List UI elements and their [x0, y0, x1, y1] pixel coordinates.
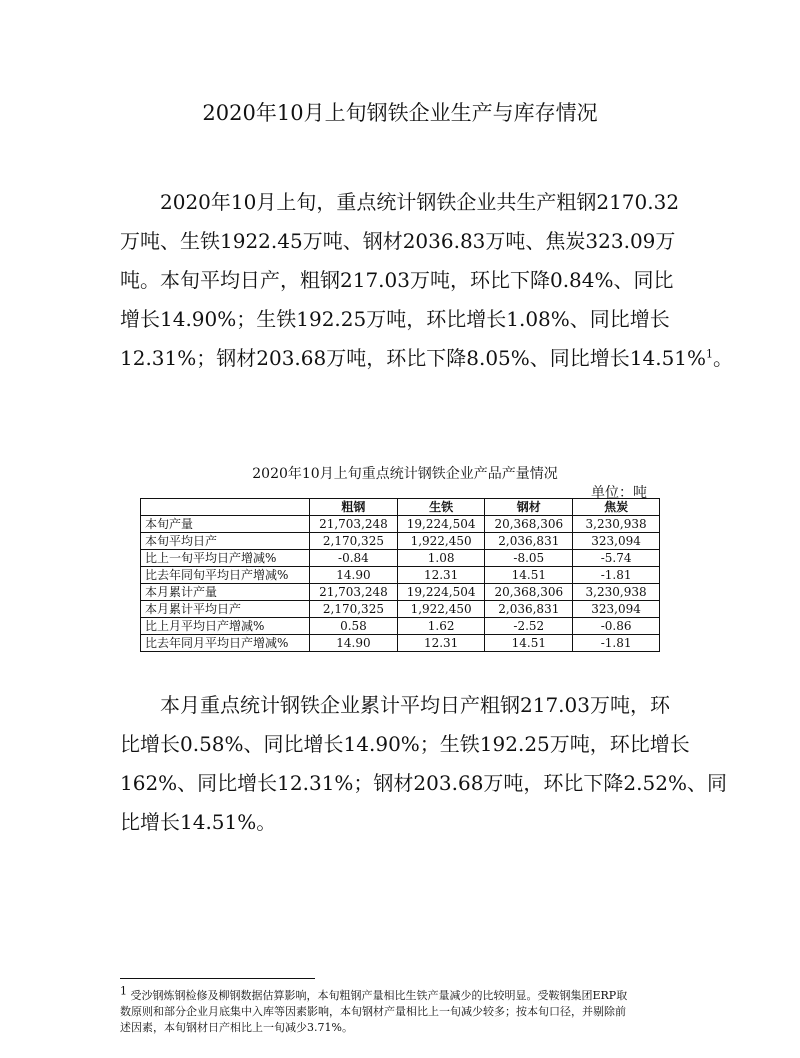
footnote-mark: 1 [120, 984, 127, 998]
header-pig-iron: 生铁 [397, 499, 485, 516]
paragraph-line: 吨。本旬平均日产，粗钢217.03万吨，环比下降0.84%、同比 [120, 268, 674, 292]
footnote [120, 984, 682, 1036]
paragraph-line: 本月重点统计钢铁企业累计平均日产粗钢217.03万吨，环 [160, 693, 670, 717]
header-coke: 焦炭 [573, 499, 660, 516]
table-cell: -1.81 [573, 635, 660, 652]
header-crude-steel: 粗钢 [310, 499, 398, 516]
table-cell: 12.31 [397, 567, 485, 584]
row-label: 比上一旬平均日产增减% [141, 550, 310, 567]
row-label: 本月累计产量 [141, 584, 310, 601]
table-cell: 323,094 [573, 533, 660, 550]
table-cell: -1.81 [573, 567, 660, 584]
table-unit: 单位：吨 [591, 485, 647, 501]
paragraph-monthly [120, 686, 727, 842]
row-label: 比上月平均日产增减% [141, 618, 310, 635]
paragraph-line: 比增长14.51%。 [120, 810, 277, 834]
footnote-line: 述因素，本旬钢材日产相比上一旬减少3.71%。 [120, 1021, 353, 1034]
footnote-line [120, 984, 682, 1004]
paragraph-line: 比增长0.58%、同比增长14.90%；生铁192.25万吨，环比增长 [120, 732, 690, 756]
paragraph-line: 162%、同比增长12.31%；钢材203.68万吨，环比下降2.52%、同 [120, 771, 727, 795]
table-cell: -0.86 [573, 618, 660, 635]
row-label: 本月累计平均日产 [141, 601, 310, 618]
row-label: 本旬平均日产 [141, 533, 310, 550]
footnote-line: 数原则和部分企业月底集中入库等因素影响，本旬钢材产量相比上一旬减少较多；按本旬口径，并剔除前 [120, 1005, 626, 1018]
table-title: 2020年10月上旬重点统计钢铁企业产品产量情况 [252, 466, 558, 482]
paragraph-line-end: 。 [713, 346, 734, 370]
table-header-row [141, 499, 660, 516]
table-cell: 2,036,831 [485, 601, 573, 618]
page-title: 2020年10月上旬钢铁企业生产与库存情况 [202, 101, 598, 125]
table-row [141, 533, 660, 550]
table-cell: 3,230,938 [573, 584, 660, 601]
production-table [140, 498, 660, 652]
table-cell: 14.51 [485, 635, 573, 652]
table-cell: 14.90 [310, 635, 398, 652]
footnote-divider [120, 978, 315, 979]
table-row [141, 516, 660, 533]
table-cell: 323,094 [573, 601, 660, 618]
table-cell: 20,368,306 [485, 584, 573, 601]
table-cell: 1.62 [397, 618, 485, 635]
table-cell: 19,224,504 [397, 516, 485, 533]
table-cell: -0.84 [310, 550, 398, 567]
row-label: 本旬产量 [141, 516, 310, 533]
row-label: 比去年同月平均日产增减% [141, 635, 310, 652]
paragraph-line: 2020年10月上旬，重点统计钢铁企业共生产粗钢2170.32 [160, 190, 680, 214]
paragraph-line [120, 339, 734, 378]
table-cell: 19,224,504 [397, 584, 485, 601]
table-row [141, 635, 660, 652]
table-cell: 2,036,831 [485, 533, 573, 550]
table-cell: -2.52 [485, 618, 573, 635]
row-label: 比去年同旬平均日产增减% [141, 567, 310, 584]
header-steel-products: 钢材 [485, 499, 573, 516]
table-cell: 21,703,248 [310, 584, 398, 601]
paragraph-summary [120, 183, 734, 378]
footnote-text: 受沙钢炼钢检修及柳钢数据估算影响，本旬粗钢产量相比生铁产量减少的比较明显。受鞍钢集团ERP取 [130, 989, 628, 1002]
table-cell: -8.05 [485, 550, 573, 567]
table-cell: 1,922,450 [397, 533, 485, 550]
table-row [141, 601, 660, 618]
paragraph-line: 万吨、生铁1922.45万吨、钢材2036.83万吨、焦炭323.09万 [120, 229, 676, 253]
paragraph-line-text: 12.31%；钢材203.68万吨，环比下降8.05%、同比增长14.51% [120, 346, 707, 370]
table-cell: 14.51 [485, 567, 573, 584]
table-cell: 2,170,325 [310, 601, 398, 618]
table-cell: 20,368,306 [485, 516, 573, 533]
table-row [141, 618, 660, 635]
table-cell: 2,170,325 [310, 533, 398, 550]
table-cell: 14.90 [310, 567, 398, 584]
table-cell: -5.74 [573, 550, 660, 567]
paragraph-line: 增长14.90%；生铁192.25万吨，环比增长1.08%、同比增长 [120, 307, 670, 331]
table-cell: 21,703,248 [310, 516, 398, 533]
table-cell: 1.08 [397, 550, 485, 567]
table-row [141, 567, 660, 584]
table-row [141, 550, 660, 567]
footnote-reference[interactable]: 1 [706, 347, 714, 361]
table-cell: 3,230,938 [573, 516, 660, 533]
header-blank [141, 499, 310, 516]
table-cell: 12.31 [397, 635, 485, 652]
table-row [141, 584, 660, 601]
table-cell: 0.58 [310, 618, 398, 635]
table-cell: 1,922,450 [397, 601, 485, 618]
